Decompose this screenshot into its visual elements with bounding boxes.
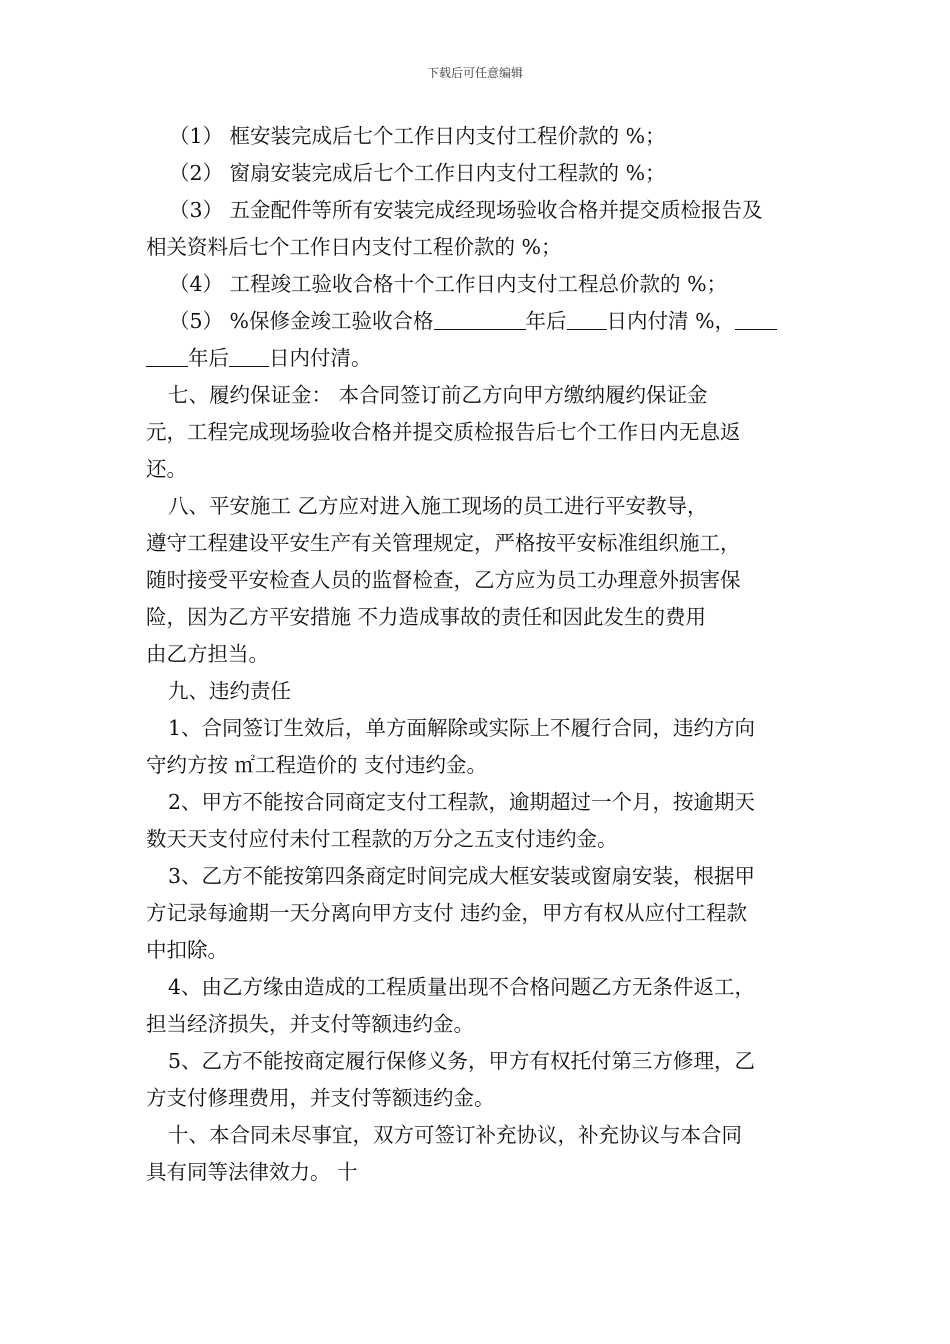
clause-5-text-d: 年后 (188, 346, 229, 370)
section-10-text: 具有同等法律效力。 十 (146, 1160, 358, 1184)
breach-item-4-cont: 担当经济损失，并支付等额违约金。 (146, 1012, 474, 1036)
section-7-text: 还。 (146, 457, 187, 481)
page-header: 下载后可任意编辑 (426, 66, 523, 80)
breach-item-1: 1、合同签订生效后，单方面解除或实际上不履行合同，违约方向 (168, 716, 756, 740)
section-8-text: 随时接受平安检查人员的监督检查，乙方应为员工办理意外损害保 (146, 568, 741, 592)
section-10-title: 十、本合同未尽事宜，双方可签订补充协议，补充协议与本合同 (168, 1123, 742, 1147)
payment-clause-4: （4） 工程竣工验收合格十个工作日内支付工程总价款的 %； (169, 272, 728, 296)
payment-clause-5 (146, 303, 808, 340)
clause-5-text-b: 年后 (525, 309, 567, 333)
clause-5-text-e: 日内付清。 (269, 346, 372, 370)
section-9-title: 九、违约责任 (168, 679, 291, 703)
section-8-text: 由乙方担当。 (146, 642, 269, 666)
breach-item-2: 2、甲方不能按合同商定支付工程款，逾期超过一个月，按逾期天 (168, 790, 756, 814)
fill-blank (567, 307, 607, 330)
breach-item-3: 3、乙方不能按第四条商定时间完成大框安装或窗扇安装，根据甲 (168, 864, 756, 888)
document-body (146, 118, 808, 1191)
clause-5-text-c: 日内付清 %， (606, 309, 736, 333)
payment-clause-3-cont: 相关资料后七个工作日内支付工程价款的 %； (146, 235, 562, 259)
breach-item-1-cont: 守约方按 ㎡工程造价的 支付违约金。 (146, 753, 488, 777)
fill-blank (229, 344, 269, 367)
breach-item-3-cont: 中扣除。 (146, 938, 228, 962)
payment-clause-3: （3） 五金配件等所有安装完成经现场验收合格并提交质检报告及 (169, 198, 763, 222)
fill-blank (735, 307, 777, 330)
fill-blank (146, 344, 188, 367)
clause-5-text-a: （5） %保修金竣工验收合格 (169, 309, 434, 333)
breach-item-5-cont: 方支付修理费用，并支付等额违约金。 (146, 1086, 495, 1110)
section-7-title: 七、履约保证金： 本合同签订前乙方向甲方缴纳履约保证金 (168, 383, 708, 407)
payment-clause-1: （1） 框安装完成后七个工作日内支付工程价款的 %； (169, 124, 666, 148)
section-8-text: 险，因为乙方平安措施 不力造成事故的责任和因此发生的费用 (146, 605, 707, 629)
payment-clause-2: （2） 窗扇安装完成后七个工作日内支付工程款的 %； (169, 161, 666, 185)
section-7-text: 元，工程完成现场验收合格并提交质检报告后七个工作日内无息返 (146, 420, 741, 444)
section-8-text: 遵守工程建设平安生产有关管理规定，严格按平安标准组织施工， (146, 531, 741, 555)
fill-blank (434, 307, 526, 330)
breach-item-5: 5、乙方不能按商定履行保修义务，甲方有权托付第三方修理，乙 (168, 1049, 756, 1073)
payment-clause-5-cont (146, 340, 808, 377)
breach-item-2-cont: 数天天支付应付未付工程款的万分之五支付违约金。 (146, 827, 618, 851)
breach-item-3-cont: 方记录每逾期一天分离向甲方支付 违约金，甲方有权从应付工程款 (146, 901, 748, 925)
breach-item-4: 4、由乙方缘由造成的工程质量出现不合格问题乙方无条件返工， (168, 975, 756, 999)
section-8-title: 八、平安施工 乙方应对进入施工现场的员工进行平安教导， (168, 494, 708, 518)
